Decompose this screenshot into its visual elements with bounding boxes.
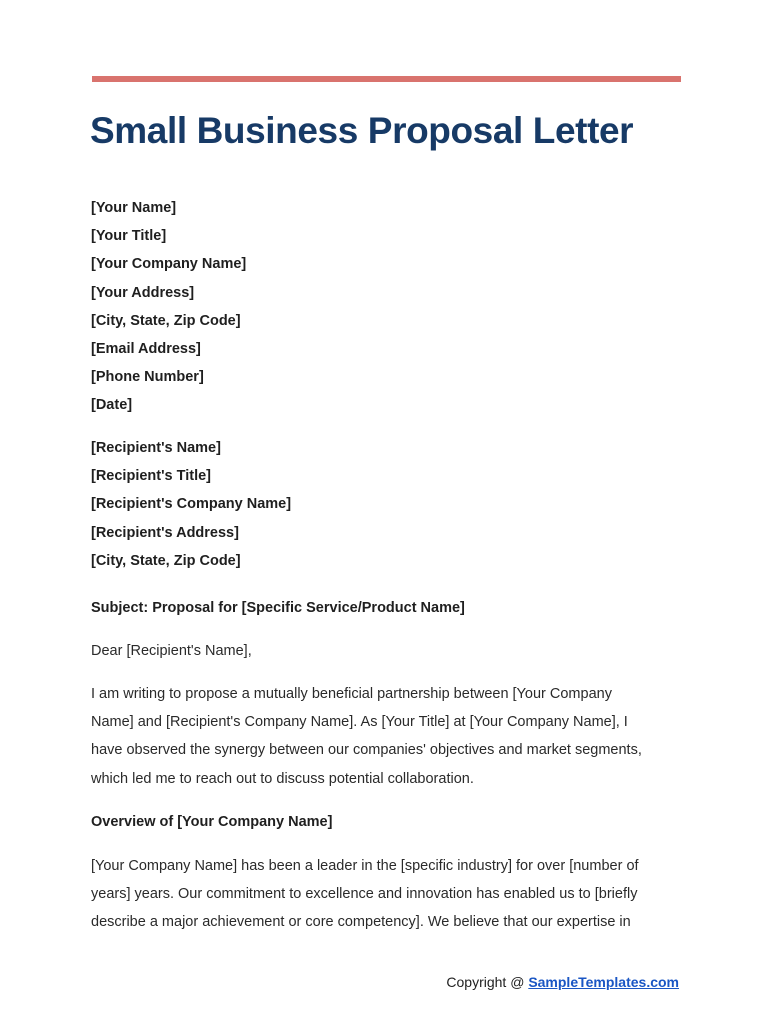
letter-date: [Date] [91, 397, 133, 414]
overview-paragraph: [Your Company Name] has been a leader in the [specific industry] for over [number of years] years. Our commitment to excellence and innovation has enabled us to [briefly describe a major achievement or core competency]. We believe that our expertise in [91, 858, 639, 931]
page-title: Small Business Proposal Letter [90, 110, 634, 151]
sender-company: [Your Company Name] [91, 256, 247, 273]
greeting: Dear [Recipient's Name], [91, 643, 252, 659]
recipient-city-state-zip: [City, State, Zip Code] [91, 552, 241, 569]
top-accent-rule [92, 76, 681, 82]
recipient-address: [Recipient's Address] [91, 524, 239, 541]
sender-address-block [91, 194, 246, 420]
recipient-company: [Recipient's Company Name] [91, 496, 292, 513]
sender-address: [Your Address] [91, 284, 195, 301]
sender-email: [Email Address] [91, 341, 201, 358]
overview-heading: Overview of [Your Company Name] [91, 814, 333, 830]
sender-phone: [Phone Number] [91, 369, 204, 386]
subject-line: Subject: Proposal for [Specific Service/Product Name] [91, 600, 465, 616]
sender-name: [Your Name] [91, 200, 177, 216]
recipient-address-block [91, 434, 291, 575]
sampletemplates-link[interactable]: SampleTemplates.com [528, 974, 679, 990]
copyright-footer [446, 972, 679, 992]
copyright-text: Copyright @ [446, 974, 529, 990]
intro-paragraph: I am writing to propose a mutually beneficial partnership between [Your Company Name] and [Recipient's Company Name]. As [Your Title] at [Your Company Name], I have observed the synergy between our companies' objectives and market segments, which led me to reach out to discuss potential collaboration. [91, 686, 642, 787]
sender-city-state-zip: [City, State, Zip Code] [91, 312, 241, 329]
recipient-name: [Recipient's Name] [91, 440, 221, 456]
sender-title: [Your Title] [91, 228, 167, 245]
recipient-title: [Recipient's Title] [91, 468, 212, 485]
